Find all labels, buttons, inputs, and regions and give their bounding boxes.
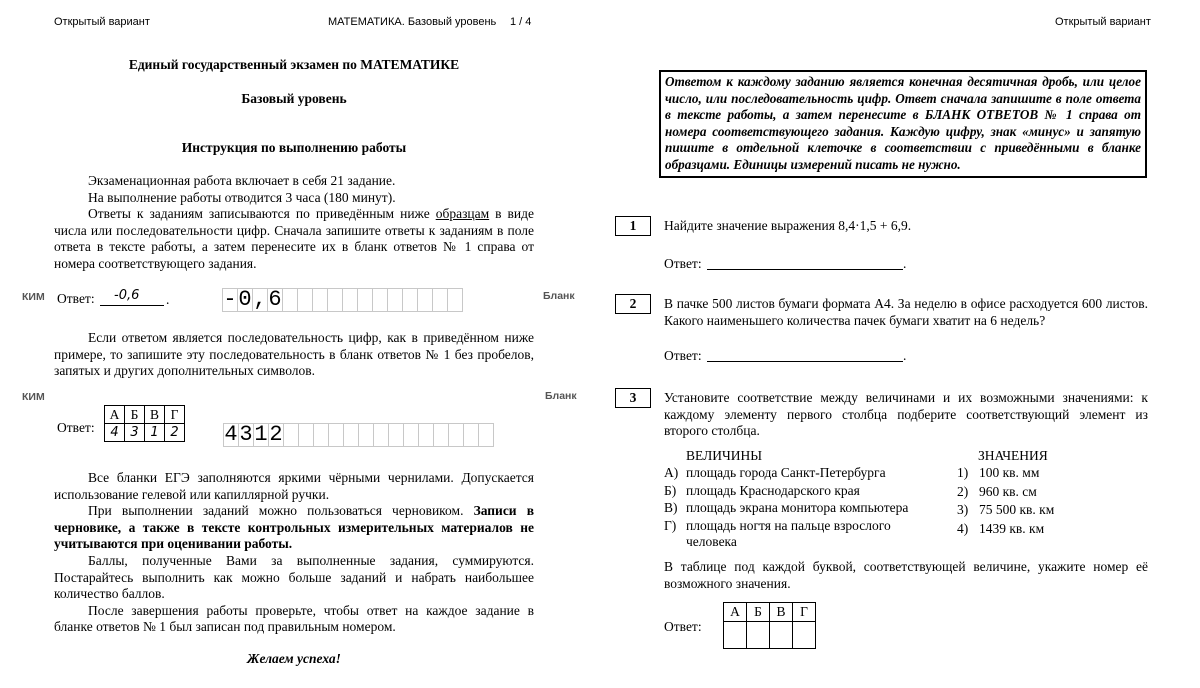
- instruction-draft-bold: Записи в черновике, а также в тексте контрольных измерительных материалов не учитываются при оценивании работы.: [54, 503, 534, 552]
- values-column-title: ЗНАЧЕНИЯ: [978, 448, 1048, 463]
- quantity-key: Б): [664, 482, 677, 498]
- question-3-table-hint: В таблице под каждой буквой, соответствующей величине, укажите номер её возможного значения.: [664, 559, 1148, 591]
- value-text: 100 кв. мм: [979, 465, 1040, 480]
- answer-sheet-cell: 2: [269, 422, 283, 447]
- instruction-sequence-text: Если ответом является последовательность цифр, как в приведённом ниже примере, то запишите эту последовательность в бланк ответов № 1 без пробелов, запятых и других дополнительных символов.: [54, 330, 534, 379]
- answer-sheet-cell: [448, 423, 464, 447]
- answer-letter-cell: Б: [747, 603, 770, 622]
- instruction-scores: Баллы, полученные Вами за выполненные задания, суммируются. Постарайтесь выполнить как можно больше заданий и набрать наибольшее количество баллов.: [54, 552, 534, 602]
- answer-sheet-cell: [282, 288, 298, 312]
- question-3-text: Установите соответствие между величинами и их возможными значениями: к каждому элементу первого столбца подберите соответствующий элемент из второго столбца.: [664, 390, 1148, 439]
- kim-label-1: КИМ: [22, 291, 45, 303]
- instruction-block-2: [54, 470, 534, 636]
- quantity-key: В): [664, 500, 678, 516]
- quantity-text: площадь города Санкт-Петербурга: [686, 465, 886, 480]
- header-subject: МАТЕМАТИКА. Базовый уровень: [328, 16, 497, 28]
- value-key: 2): [957, 483, 969, 499]
- answer-sheet-cell: [342, 288, 358, 312]
- answer-sheet-cell: [433, 423, 449, 447]
- answer-input-cell[interactable]: [770, 622, 793, 649]
- letter-cell: В: [145, 406, 165, 424]
- instruction-answers-text-end: в виде числа или последовательности цифр. Сначала запишите ответы к заданиям в поле ответа в тексте работы, а затем перенесите их в бланк ответов № 1 справа от номера соответствующего задания.: [54, 206, 534, 271]
- question-2-number: 2: [615, 294, 651, 314]
- answer-sheet-cell: [388, 423, 404, 447]
- answer-input-cell[interactable]: [793, 622, 816, 649]
- answer-sheet-cell: [328, 423, 344, 447]
- quantity-key: А): [664, 465, 679, 480]
- quantities-column-title: ВЕЛИЧИНЫ: [686, 448, 763, 463]
- digit-cell: 3: [125, 424, 145, 442]
- good-luck: Желаем успеха!: [247, 651, 341, 666]
- example2-answer-cells: [223, 423, 494, 447]
- instruction-ink: Все бланки ЕГЭ заполняются яркими чёрными чернилами. Допускается использование гелевой или капиллярной ручки.: [54, 470, 534, 502]
- example2-answer-label: Ответ:: [57, 420, 95, 435]
- value-key: 3): [957, 502, 969, 518]
- instruction-check: После завершения работы проверьте, чтобы ответ на каждое задание в бланке ответов № 1 был записан под правильным номером.: [54, 602, 534, 635]
- header-variant-right: Открытый вариант: [1055, 16, 1151, 28]
- instruction-title: Инструкция по выполнению работы: [181, 140, 407, 155]
- answer-letter-cell: А: [724, 603, 747, 622]
- letter-cell: Б: [125, 406, 145, 424]
- answer-sheet-cell: [327, 288, 343, 312]
- example1-answer-label: Ответ:: [57, 291, 95, 306]
- answer-sheet-cell: 1: [254, 422, 268, 447]
- answer-format-notice: [659, 70, 1147, 178]
- exam-title: Единый государственный экзамен по МАТЕМАТИКЕ: [128, 57, 460, 72]
- answer-sheet-cell: [403, 423, 419, 447]
- answer-sheet-cell: [373, 423, 389, 447]
- answer-sheet-cell: [387, 288, 403, 312]
- answer-sheet-cell: [447, 288, 463, 312]
- answer-sheet-cell: [417, 288, 433, 312]
- answer-sheet-cell: [312, 288, 328, 312]
- question-3-answer-label: Ответ:: [664, 619, 702, 634]
- kim-label-2: КИМ: [22, 391, 45, 403]
- answer-sheet-cell: [358, 423, 374, 447]
- quantity-key: Г): [664, 517, 677, 533]
- example1-handwritten-answer: -0,6: [114, 288, 140, 303]
- digit-cell: 1: [145, 424, 165, 442]
- answer-sheet-cell: 4: [224, 422, 238, 447]
- header-page-number: 1 / 4: [510, 16, 532, 28]
- answer-input-cell[interactable]: [747, 622, 770, 649]
- value-text: 960 кв. см: [979, 483, 1037, 499]
- question-2-dot: .: [903, 348, 907, 363]
- question-1-answer-label: Ответ:: [664, 256, 702, 271]
- answer-letter-cell: В: [770, 603, 793, 622]
- quantity-item: [664, 518, 924, 551]
- answer-sheet-cell: [418, 423, 434, 447]
- instruction-draft-text: При выполнении заданий можно пользоваться черновиком.: [88, 503, 474, 519]
- answer-sheet-cell: ,: [253, 287, 267, 312]
- answer-sheet-cell: 3: [239, 422, 253, 447]
- quantity-item: [664, 500, 924, 517]
- digit-cell: 4: [105, 424, 125, 442]
- value-item: [957, 484, 1137, 501]
- value-text: 1439 кв. км: [979, 520, 1045, 536]
- example2-letter-table: [104, 405, 185, 442]
- quantity-item: [664, 465, 924, 482]
- quantity-text: площадь Краснодарского края: [686, 482, 860, 498]
- question-2-answer-label: Ответ:: [664, 348, 702, 363]
- question-3-number: 3: [615, 388, 651, 408]
- answer-sheet-cell: [432, 288, 448, 312]
- instruction-duration: На выполнение работы отводится 3 часа (180 минут).: [88, 189, 396, 205]
- answer-sheet-cell: [478, 423, 494, 447]
- example1-answer-line: [100, 289, 164, 306]
- letter-cell: Г: [165, 406, 185, 424]
- example1-dot: .: [166, 292, 170, 307]
- instruction-tasks-count: Экзаменационная работа включает в себя 21 задание.: [88, 173, 396, 188]
- answer-sheet-cell: [313, 423, 329, 447]
- value-item: [957, 465, 1137, 482]
- answer-sheet-cell: [298, 423, 314, 447]
- answer-sheet-cell: 0: [238, 287, 252, 312]
- question-1-text: Найдите значение выражения 8,4·1,5 + 6,9.: [664, 218, 912, 233]
- values-list: [957, 465, 1137, 537]
- value-key: 4): [957, 520, 969, 536]
- exam-level: Базовый уровень: [241, 91, 347, 106]
- instruction-block-1: [54, 173, 534, 273]
- answer-sheet-cell: [283, 423, 299, 447]
- digit-cell: 2: [165, 424, 185, 442]
- answer-sheet-cell: [357, 288, 373, 312]
- instruction-answers-text: Ответы к заданиям записываются по приведённым ниже: [88, 206, 436, 222]
- answer-letter-cell: Г: [793, 603, 816, 622]
- header-variant-left: Открытый вариант: [54, 16, 150, 28]
- question-1-dot: .: [903, 256, 907, 271]
- example1-answer-cells: [222, 288, 463, 312]
- answer-sheet-cell: [463, 423, 479, 447]
- answer-sheet-cell: 6: [268, 287, 282, 312]
- value-item: [957, 521, 1137, 538]
- instruction-draft: [54, 503, 534, 553]
- samples-link[interactable]: образцам: [435, 206, 490, 222]
- instruction-sequence: [54, 330, 534, 380]
- answer-sheet-cell: [297, 288, 313, 312]
- answer-sheet-cell: [343, 423, 359, 447]
- quantities-list: [664, 465, 924, 551]
- question-2-text: В пачке 500 листов бумаги формата А4. За неделю в офисе расходуется 600 листов. Какого наименьшего количества пачек бумаги хватит на 6 недель?: [664, 296, 1148, 328]
- question-1-answer-field[interactable]: [707, 254, 903, 270]
- blank-label-2: Бланк: [545, 390, 577, 402]
- letter-cell: А: [105, 406, 125, 424]
- answer-input-cell[interactable]: [724, 622, 747, 649]
- value-text: 75 500 кв. км: [979, 502, 1055, 518]
- value-item: [957, 502, 1137, 519]
- instruction-answers: [54, 206, 534, 272]
- value-key: 1): [957, 465, 969, 480]
- answer-sheet-cell: -: [223, 287, 237, 312]
- question-3-answer-table: [723, 602, 816, 649]
- quantity-text: площадь ногтя на пальце взрослого человека: [686, 517, 891, 550]
- quantity-text: площадь экрана монитора компьютера: [686, 500, 909, 516]
- quantity-item: [664, 483, 924, 500]
- blank-label-1: Бланк: [543, 290, 575, 302]
- answer-sheet-cell: [372, 288, 388, 312]
- question-1-number: 1: [615, 216, 651, 236]
- question-2-answer-field[interactable]: [707, 346, 903, 362]
- answer-sheet-cell: [402, 288, 418, 312]
- answer-format-notice-text: Ответом к каждому заданию является конечная десятичная дробь, или целое число, или последовательность цифр. Ответ сначала запишите в поле ответа в тексте работы, а затем перенесите в БЛАНК ОТВЕТОВ № 1 справа от номера соответствующего задания. Каждую цифру, знак «минус» и запятую пишите в отдельной клеточке в соответствии с приведёнными в бланке образцами. Единицы измерений писать не нужно.: [665, 74, 1141, 172]
